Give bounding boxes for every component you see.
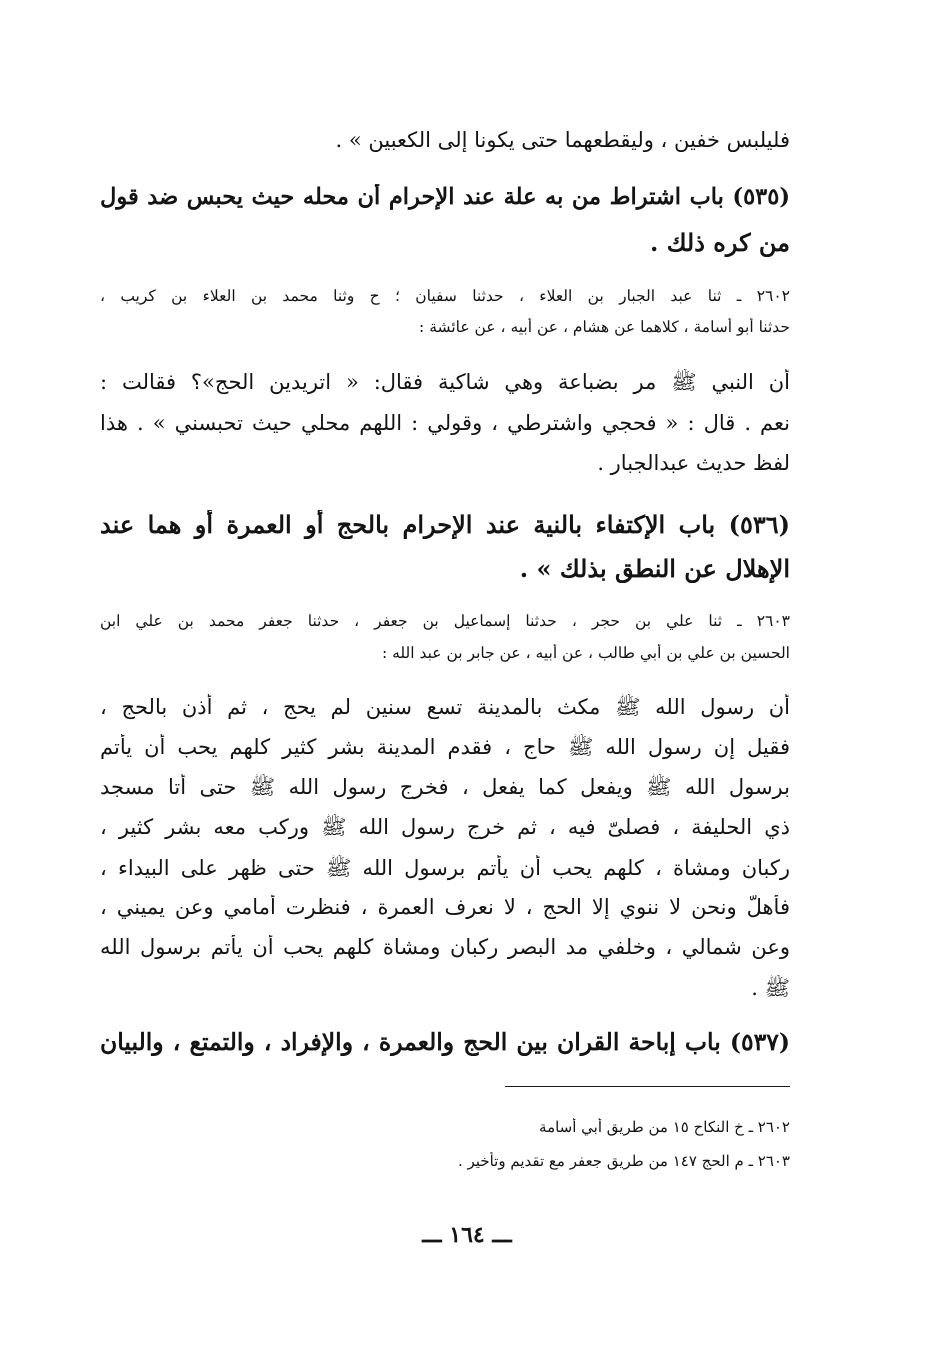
hadith-2603-isnad-line-1: ٢٦٠٣ ـ ثنا علي بن حجر ، حدثنا إسماعيل بن جعفر ، حدثنا جعفر محمد بن علي ابن <box>100 612 790 630</box>
hadith-2602-isnad-line-2: حدثنا أبو أسامة ، كلاهما عن هشام ، عن أبيه ، عن عائشة : <box>419 318 790 336</box>
hadith-2603-text-line-6: فأهلّ ونحن لا ننوي إلا الحج ، لا نعرف العمرة ، فنظرت أمامي وعن يميني ، <box>100 895 790 919</box>
chapter-536-heading-line-1: (٥٣٦) باب الإكتفاء بالنية عند الإحرام بالحج أو العمرة أو هما عند <box>100 510 790 539</box>
footnote-2603: ٢٦٠٣ ـ م الحج ١٤٧ من طريق جعفر مع تقديم وتأخير . <box>457 1152 790 1170</box>
footnote-2602: ٢٦٠٢ ـ خ النكاح ١٥ من طريق أبي أسامة <box>539 1118 790 1136</box>
hadith-2602-text-line-2: نعم . قال : « فحجي واشترطي ، وقولي : اللهم محلي حيث تحبسني » . هذا <box>100 411 790 435</box>
intro-line: فليلبس خفين ، وليقطعهما حتى يكونا إلى الكعبين » . <box>335 128 790 152</box>
hadith-2603-text-line-2: فقيل إن رسول الله ﷺ حاج ، فقدم المدينة بشر كثير كلهم يحب أن يأتم <box>100 735 790 759</box>
chapter-535-heading-line-2: من كره ذلك . <box>649 228 790 257</box>
book-page <box>100 0 790 1364</box>
hadith-2603-text-line-8: ﷺ . <box>751 976 790 1000</box>
chapter-535-heading-line-1: (٥٣٥) باب اشتراط من به علة عند الإحرام أن محله حيث يحبس ضد قول <box>100 184 790 210</box>
hadith-2603-text-line-7: وعن شمالي ، وخلفي مد البصر ركبان ومشاة كلهم يحب أن يأتم برسول الله <box>100 935 790 959</box>
page-number: ـــ ١٦٤ ـــ <box>422 1222 512 1248</box>
chapter-536-heading-line-2: الإهلال عن النطق بذلك » . <box>519 554 790 583</box>
hadith-2602-isnad-line-1: ٢٦٠٢ ـ ثنا عبد الجبار بن العلاء ، حدثنا سفيان ؛ ح وثنا محمد بن العلاء بن كريب ، <box>100 287 790 305</box>
hadith-2602-text-line-3: لفظ حديث عبدالجبار . <box>597 451 790 475</box>
hadith-2602-text-line-1: أن النبي ﷺ مر بضباعة وهي شاكية فقال: « اتريدين الحج»؟ فقالت : <box>100 370 790 394</box>
footnote-divider <box>505 1086 790 1087</box>
hadith-2603-text-line-5: ركبان ومشاة ، كلهم يحب أن يأتم برسول الله ﷺ حتى ظهر على البيداء ، <box>100 856 790 880</box>
hadith-2603-isnad-line-2: الحسين بن علي بن أبي طالب ، عن أبيه ، عن جابر بن عبد الله : <box>381 644 790 662</box>
hadith-2603-text-line-1: أن رسول الله ﷺ مكث بالمدينة تسع سنين لم يحج ، ثم أذن بالحج ، <box>100 695 790 719</box>
hadith-2603-text-line-3: برسول الله ﷺ ويفعل كما يفعل ، فخرج رسول الله ﷺ حتى أتا مسجد <box>100 775 790 799</box>
chapter-537-heading-line-1: (٥٣٧) باب إباحة القران بين الحج والعمرة ، والإفراد ، والتمتع ، والبيان <box>100 1028 790 1056</box>
hadith-2603-text-line-4: ذي الحليفة ، فصلىّ فيه ، ثم خرج رسول الله ﷺ وركب معه بشر كثير ، <box>100 815 790 839</box>
